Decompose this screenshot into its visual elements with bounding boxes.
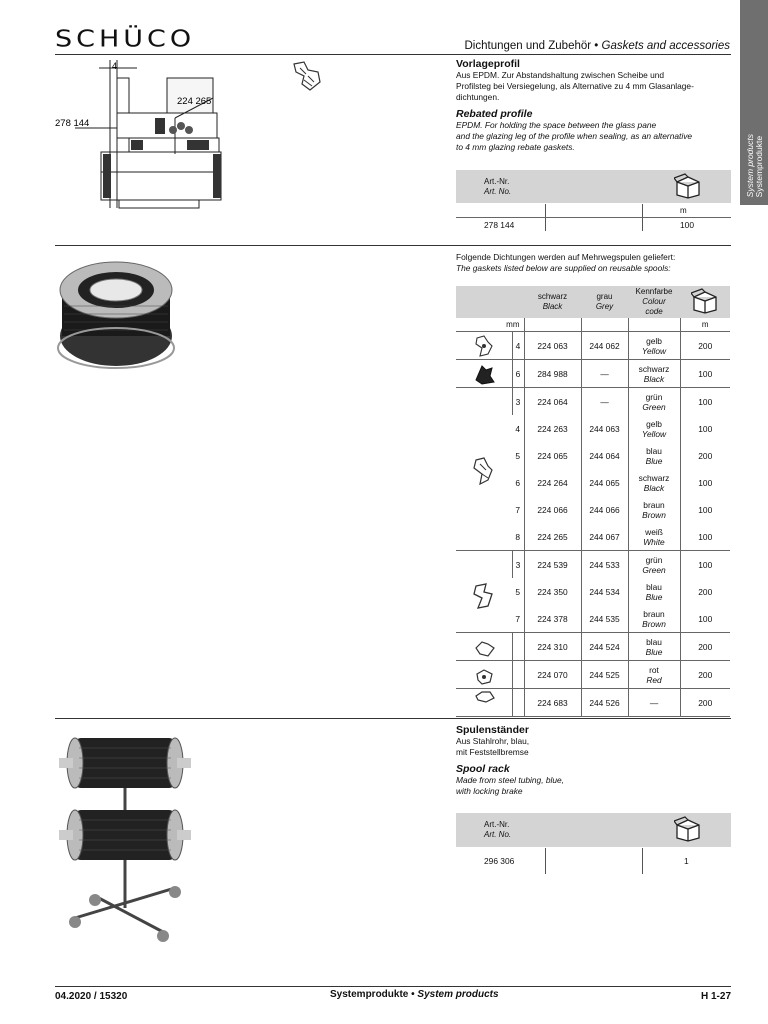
cell-art-black: 224 064 — [524, 388, 581, 416]
colour-code-de: braun — [643, 608, 665, 619]
drawing-label-right: 224 265 — [177, 96, 212, 107]
schueco-logo: SCHÜCO — [55, 26, 196, 53]
spool-rack-text-de-1: Aus Stahlrohr, blau, — [456, 736, 530, 746]
colour-code-de: schwarz — [638, 472, 670, 483]
cell-colour-code — [628, 332, 680, 360]
footer-center-de: Systemprodukte • — [330, 989, 415, 1000]
colour-code-en: Brown — [642, 509, 666, 520]
cell-length: 100 — [680, 496, 730, 523]
gasket-profile-a-icon — [472, 334, 496, 358]
cell-art-grey: 244 064 — [581, 442, 628, 469]
rebated-profile-text-de-3: dichtungen. — [456, 92, 500, 102]
cell-art-grey: — — [581, 360, 628, 388]
col-black-de: schwarz — [537, 292, 568, 301]
cell-art-black: 224 350 — [524, 578, 581, 605]
cell-mm: 6 — [512, 360, 524, 388]
art-no-label-en: Art. No. — [484, 187, 512, 196]
cell-colour-code — [628, 360, 680, 388]
side-tab-en: System products — [745, 133, 755, 197]
header-title-de: Dichtungen und Zubehör • — [464, 40, 599, 52]
cell-length: 200 — [680, 661, 730, 689]
cell-length: 200 — [680, 442, 730, 469]
cell-mm: 7 — [515, 504, 521, 515]
spool-rack-text-en-2: with locking brake — [456, 786, 523, 796]
cell-colour-code — [628, 551, 680, 579]
profile-cross-section-drawing — [55, 58, 325, 218]
colour-code-en: Blue — [645, 646, 663, 657]
rebated-profile-text-en-1: EPDM. For holding the space between the glass pane — [456, 120, 657, 130]
cell-colour-code — [628, 689, 680, 717]
package-box-icon — [674, 816, 702, 842]
footer-center — [330, 989, 499, 1000]
cell-art-grey: 244 066 — [581, 496, 628, 523]
unit-mm: mm — [456, 318, 524, 332]
col-code-en-2: code — [645, 307, 663, 316]
cell-mm: 4 — [512, 332, 524, 360]
cell-art-grey: 244 533 — [581, 551, 628, 579]
colour-code-de: weiß — [645, 526, 663, 537]
cell-art-grey: 244 535 — [581, 605, 628, 633]
colour-code-en: White — [643, 536, 665, 547]
table-row — [456, 661, 730, 689]
col-code-de: Kennfarbe — [635, 287, 673, 296]
cell-mm: 4 — [515, 423, 521, 434]
rebated-profile-gasket-icon — [290, 60, 326, 94]
colour-code-de: gelb — [646, 335, 662, 346]
cell-art-grey: 244 526 — [581, 689, 628, 717]
rebated-profile-art-no: 278 144 — [484, 220, 515, 230]
cell-art-grey: 244 524 — [581, 633, 628, 661]
colour-code-en: Green — [642, 564, 666, 575]
table3-divider-b — [642, 848, 643, 874]
colour-code-de: grün — [645, 391, 663, 402]
gasket-spool-image — [56, 256, 176, 372]
cell-colour-code — [628, 496, 680, 523]
cell-art-grey: 244 525 — [581, 661, 628, 689]
spool-rack-art-no: 296 306 — [484, 856, 515, 866]
cell-art-grey: 244 062 — [581, 332, 628, 360]
cell-length: 100 — [680, 388, 730, 416]
cell-length: 200 — [680, 633, 730, 661]
table1-row-rule — [456, 217, 731, 218]
cell-art-black: 224 070 — [524, 661, 581, 689]
cell-colour-code — [628, 605, 680, 633]
colour-code-en: Black — [643, 482, 665, 493]
art-no-label-de: Art.-Nr. — [484, 177, 510, 186]
cell-length: 100 — [680, 551, 730, 579]
colour-code-en: Yellow — [641, 428, 667, 439]
cell-art-black: 224 683 — [524, 689, 581, 717]
rebated-profile-title-de: Vorlageprofil — [456, 58, 520, 70]
cell-length: 200 — [680, 689, 730, 717]
gasket-profile-g-icon — [474, 690, 496, 704]
cell-art-grey: 244 534 — [581, 578, 628, 605]
cell-length: 100 — [680, 469, 730, 496]
colour-code-de: rot — [649, 664, 659, 675]
cell-art-black: 224 065 — [524, 442, 581, 469]
rebated-profile-qty: 100 — [680, 220, 694, 230]
cell-mm — [512, 689, 524, 717]
cell-length: 200 — [680, 332, 730, 360]
cell-mm: 3 — [512, 551, 524, 579]
cell-length: 200 — [680, 578, 730, 605]
spool-intro-de: Folgende Dichtungen werden auf Mehrwegspulen geliefert: — [456, 252, 676, 262]
section-rule-2 — [55, 718, 731, 719]
spool-intro-en: The gaskets listed below are supplied on reusable spools: — [456, 263, 671, 273]
spool-rack-title-en: Spool rack — [456, 763, 510, 775]
spool-rack-qty: 1 — [684, 856, 689, 866]
cell-colour-code — [628, 415, 680, 442]
cell-length: 100 — [680, 360, 730, 388]
unit-m: m — [680, 318, 730, 332]
footer-rule — [55, 986, 731, 987]
cell-art-grey: 244 067 — [581, 523, 628, 551]
table-row — [456, 332, 730, 360]
table-row — [456, 551, 730, 579]
gasket-profile-f-icon — [474, 668, 496, 686]
colour-code-en: Blue — [645, 455, 663, 466]
colour-code-en: Yellow — [641, 345, 667, 356]
table-row — [456, 388, 730, 416]
cell-art-grey: — — [581, 388, 628, 416]
spool-rack-text-en-1: Made from steel tubing, blue, — [456, 775, 565, 785]
cell-art-black: 284 988 — [524, 360, 581, 388]
cell-colour-code — [628, 442, 680, 469]
header-rule — [55, 54, 731, 55]
cell-mm: 3 — [512, 388, 524, 416]
cell-colour-code — [628, 661, 680, 689]
art-no-label-de: Art.-Nr. — [484, 820, 510, 829]
colour-code-de: — — [649, 697, 659, 708]
cell-mm: 6 — [515, 477, 521, 488]
cell-mm: 5 — [515, 450, 521, 461]
art-no-label-2 — [484, 820, 511, 840]
colour-code-de: braun — [643, 499, 665, 510]
gasket-profile-e-icon — [474, 640, 496, 658]
cell-art-black: 224 265 — [524, 523, 581, 551]
rebated-profile-text-de-1: Aus EPDM. Zur Abstandshaltung zwischen Scheibe und — [456, 70, 665, 80]
colour-code-en: Blue — [645, 591, 663, 602]
unit-m-label-1: m — [680, 206, 687, 215]
rebated-profile-title-en: Rebated profile — [456, 108, 533, 120]
cell-art-grey: 244 063 — [581, 415, 628, 442]
cell-mm: 8 — [512, 523, 524, 551]
cell-mm: 5 — [515, 586, 521, 597]
cell-art-black: 224 264 — [524, 469, 581, 496]
cell-art-black: 224 378 — [524, 605, 581, 633]
cell-colour-code — [628, 578, 680, 605]
colour-code-de: gelb — [646, 418, 662, 429]
spool-rack-title-de: Spulenständer — [456, 724, 529, 736]
cell-length: 100 — [680, 523, 730, 551]
package-box-icon — [691, 288, 719, 314]
section-rule-1 — [55, 245, 731, 246]
colour-code-en: Red — [646, 674, 662, 685]
table-row — [456, 689, 730, 717]
spool-rack-image — [55, 728, 195, 948]
colour-code-en: Black — [643, 373, 665, 384]
art-no-label-1 — [484, 177, 511, 197]
colour-code-de: schwarz — [638, 363, 670, 374]
table-row — [456, 633, 730, 661]
side-tab-de: Systemprodukte — [754, 135, 764, 197]
col-code-en-1: Colour — [642, 297, 666, 306]
cell-colour-code — [628, 633, 680, 661]
colour-code-de: blau — [646, 581, 662, 592]
cell-colour-code — [628, 388, 680, 416]
colour-code-de: blau — [646, 445, 662, 456]
page-header-title — [465, 40, 731, 52]
drawing-dim-label: 4 — [112, 61, 118, 71]
col-grey-de: grau — [596, 292, 613, 301]
table-header-row — [456, 286, 730, 318]
spool-rack-text-de-2: mit Feststellbremse — [456, 747, 529, 757]
table-row — [456, 360, 730, 388]
footer-date-code: 04.2020 / 15320 — [55, 991, 128, 1002]
rebated-profile-text-en-3: to 4 mm glazing rebate gaskets. — [456, 142, 575, 152]
cell-art-black: 224 063 — [524, 332, 581, 360]
cell-art-black: 224 066 — [524, 496, 581, 523]
colour-code-en: Brown — [642, 618, 666, 629]
col-grey-en: Grey — [595, 302, 614, 311]
table3-divider-a — [545, 848, 546, 874]
side-tab — [740, 0, 768, 205]
colour-code-de: blau — [646, 636, 662, 647]
col-black-en: Black — [542, 302, 563, 311]
rebated-profile-text-de-2: Profilsteg bei Versiegelung, als Alternative zu 4 mm Glasanlage- — [456, 81, 694, 91]
gasket-profile-d-icon — [470, 582, 496, 610]
colour-code-de: grün — [645, 554, 663, 565]
rebated-profile-text-en-2: and the glazing leg of the profile when sealing, as an alternative — [456, 131, 693, 141]
colour-code-en: Green — [642, 401, 666, 412]
header-title-en: Gaskets and accessories — [601, 40, 730, 52]
cell-art-black: 224 310 — [524, 633, 581, 661]
cell-length: 100 — [680, 415, 730, 442]
cell-art-grey: 244 065 — [581, 469, 628, 496]
table-unit-row — [456, 318, 730, 332]
cell-mm — [512, 661, 524, 689]
gasket-profile-c-icon — [470, 456, 496, 486]
page-number: H 1-27 — [700, 991, 731, 1002]
cell-colour-code — [628, 523, 680, 551]
gasket-profile-b-icon — [472, 362, 496, 386]
footer-center-en: System products — [417, 989, 499, 1000]
cell-mm — [512, 633, 524, 661]
art-no-label-en: Art. No. — [484, 830, 512, 839]
package-box-icon — [674, 173, 702, 199]
cell-art-black: 224 539 — [524, 551, 581, 579]
cell-mm: 7 — [512, 605, 524, 633]
cell-colour-code — [628, 469, 680, 496]
spool-gasket-table — [456, 286, 730, 717]
cell-art-black: 224 263 — [524, 415, 581, 442]
drawing-label-left: 278 144 — [55, 118, 90, 129]
cell-length: 100 — [680, 605, 730, 633]
